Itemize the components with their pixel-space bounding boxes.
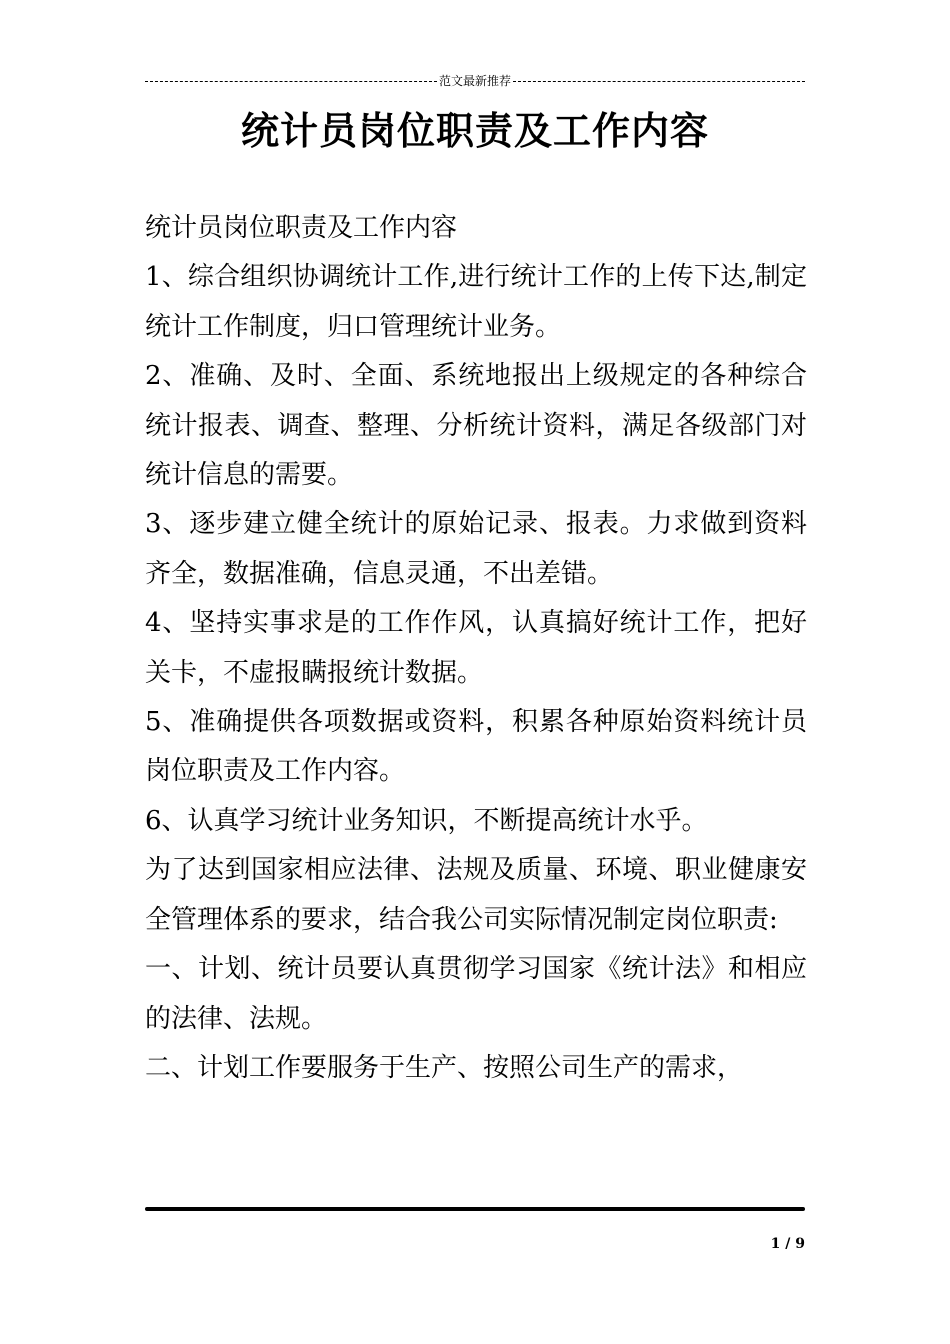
page-header <box>145 72 805 90</box>
paragraph: 二、计划工作要服务于生产、按照公司生产的需求， <box>145 1052 744 1083</box>
paragraph: 1、综合组织协调统计工作,进行统计工作的上传下达,制定统计工作制度，归口管理统计业务。 <box>145 262 807 342</box>
page-number: 1 / 9 <box>770 1236 805 1252</box>
paragraph: 2、准确、及时、全面、系统地报出上级规定的各种综合统计报表、调查、整理、分析统计资料，满足各级部门对统计信息的需要。 <box>145 361 807 491</box>
footer-rule <box>145 1207 805 1211</box>
header-dash-left <box>145 81 437 82</box>
document-body <box>145 204 807 1093</box>
paragraph: 一、计划、统计员要认真贯彻学习国家《统计法》和相应的法律、法规。 <box>145 954 807 1034</box>
header-label: 范文最新推荐 <box>439 74 512 88</box>
paragraph: 6、认真学习统计业务知识，不断提高统计水乎。 <box>145 805 708 836</box>
paragraph: 为了达到国家相应法律、法规及质量、环境、职业健康安全管理体系的要求，结合我公司实际情况制定岗位职责: <box>145 855 807 935</box>
paragraph: 4、坚持实事求是的工作作风，认真搞好统计工作，把好关卡，不虚报瞒报统计数据。 <box>145 608 807 688</box>
paragraph: 统计员岗位职责及工作内容 <box>145 213 458 243</box>
paragraph: 5、准确提供各项数据或资料，积累各种原始资料统计员岗位职责及工作内容。 <box>145 707 807 787</box>
header-dash-right <box>513 81 805 82</box>
paragraph: 3、逐步建立健全统计的原始记录、报表。力求做到资料齐全，数据准确，信息灵通，不出差错。 <box>145 509 807 589</box>
document-title: 统计员岗位职责及工作内容 <box>240 108 709 153</box>
